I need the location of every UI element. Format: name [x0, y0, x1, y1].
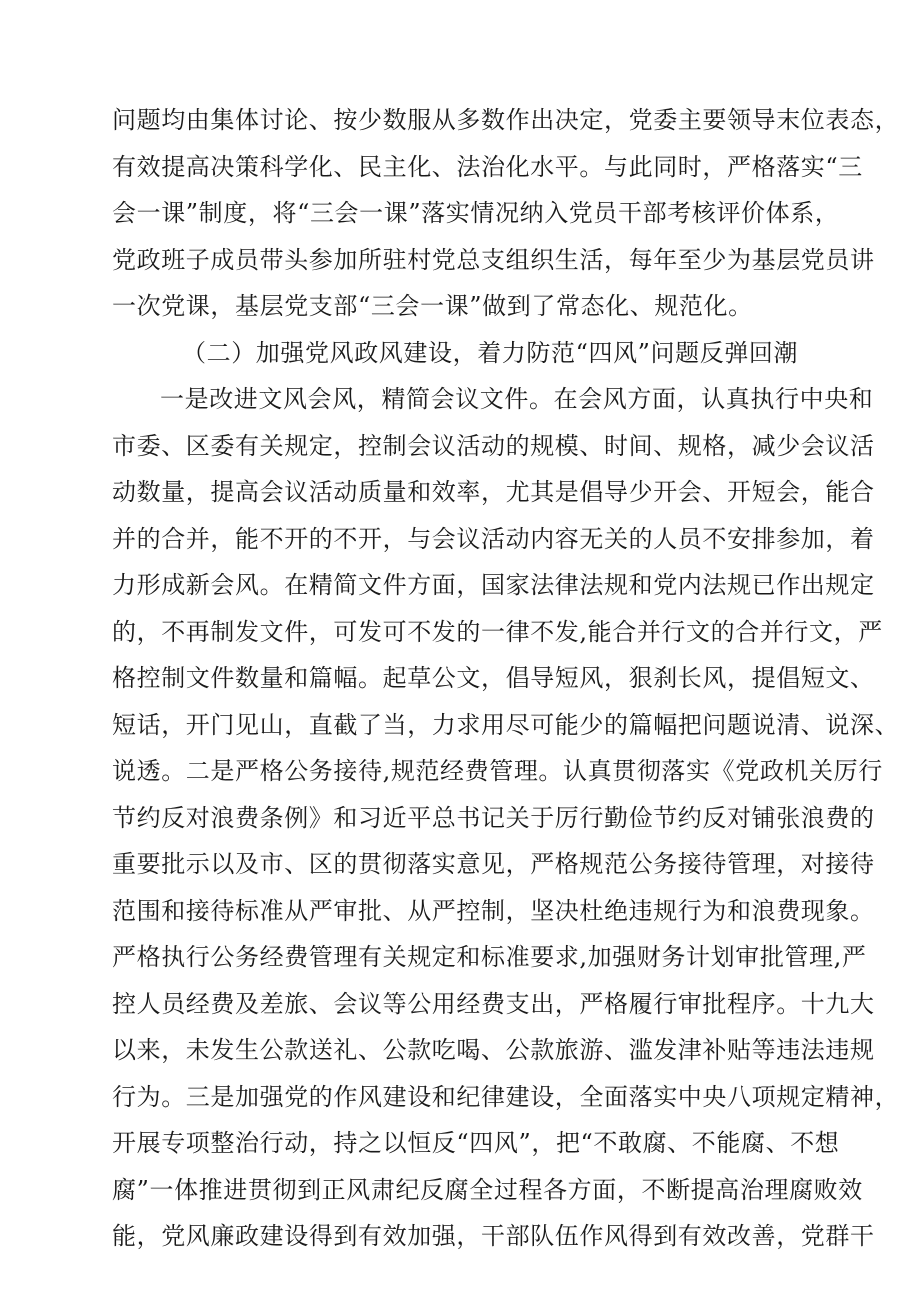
text-line: 腐”一体推进贯彻到正风肃纪反腐全过程各方面，不断提高治理腐败效 — [112, 1176, 863, 1204]
text-line: 格控制文件数量和篇幅。起草公文，倡导短风，狠刹长风，提倡短文、 — [112, 664, 875, 692]
text-line: 控人员经费及差旅、会议等公用经费支出，严格履行审批程序。十九大 — [112, 990, 875, 1018]
text-line: 会一课”制度，将“三会一课”落实情况纳入党员干部考核评价体系， — [112, 199, 840, 227]
text-line: 行为。三是加强党的作风建设和纪律建设，全面落实中央八项规定精神， — [112, 1083, 900, 1111]
text-line: 节约反对浪费条例》和习近平总书记关于厉行勤俭节约反对铺张浪费的 — [112, 804, 875, 832]
text-line: 能，党风廉政建设得到有效加强，干部队伍作风得到有效改善，党群干 — [112, 1222, 875, 1250]
text-line: 开展专项整治行动，持之以恒反“四风”，把“不敢腐、不能腐、不想 — [112, 1129, 840, 1157]
text-line: 的，不再制发文件，可发可不发的一律不发,能合并行文的合并行文，严 — [112, 618, 883, 646]
text-line: 力形成新会风。在精简文件方面，国家法律法规和党内法规已作出规定 — [112, 571, 875, 599]
text-line: 说透。二是严格公务接待,规范经费管理。认真贯彻落实《党政机关厉行 — [112, 757, 883, 785]
text-line: 有效提高决策科学化、民主化、法治化水平。与此同时，严格落实“三 — [112, 153, 863, 181]
text-line: 范围和接待标准从严审批、从严控制，坚决杜绝违规行为和浪费现象。 — [112, 897, 875, 925]
text-line: 并的合并，能不开的不开，与会议活动内容无关的人员不安排参加，着 — [112, 525, 875, 553]
section-heading: （二）加强党风政风建设，着力防范“四风”问题反弹回潮 — [182, 339, 799, 367]
text-line: 问题均由集体讨论、按少数服从多数作出决定，党委主要领导末位表态， — [112, 106, 900, 134]
text-line: 重要批示以及市、区的贯彻落实意见，严格规范公务接待管理，对接待 — [112, 850, 875, 878]
text-line: 党政班子成员带头参加所驻村党总支组织生活，每年至少为基层党员讲 — [112, 246, 875, 274]
text-line: 动数量，提高会议活动质量和效率，尤其是倡导少开会、开短会，能合 — [112, 478, 875, 506]
paragraph-first-line: 一是改进文风会风，精简会议文件。在会风方面，认真执行中央和 — [160, 385, 874, 413]
text-line: 一次党课，基层党支部“三会一课”做到了常态化、规范化。 — [112, 292, 753, 320]
text-line: 严格执行公务经费管理有关规定和标准要求,加强财务计划审批管理,严 — [112, 943, 867, 971]
text-line: 以来，未发生公款送礼、公款吃喝、公款旅游、滥发津补贴等违法违规 — [112, 1036, 875, 1064]
text-line: 短话，开门见山，直截了当，力求用尽可能少的篇幅把问题说清、说深、 — [112, 711, 900, 739]
text-line: 市委、区委有关规定，控制会议活动的规模、时间、规格，减少会议活 — [112, 432, 875, 460]
